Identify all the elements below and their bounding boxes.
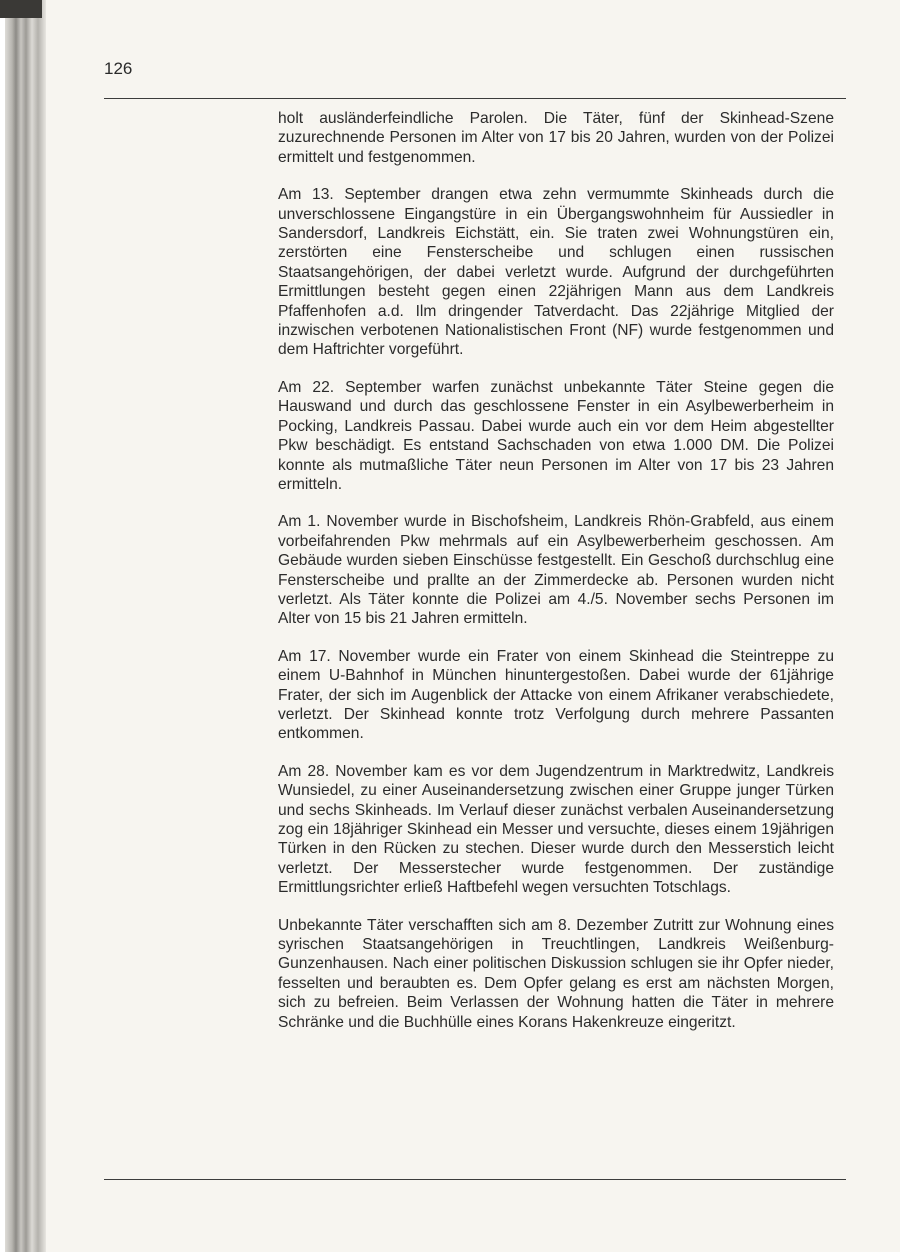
paragraph: Am 13. September drangen etwa zehn vermummte Skinheads durch die unverschlossene Eingangstüre in ein Übergangswohnheim für Aussiedler in Sandersdorf, Landkreis Eichstätt, ein. Sie traten zwei Wohnungstüren ein, zerstörten eine Fensterscheibe und schlugen einen russischen Staatsangehörigen, der dabei verletzt wurde. Aufgrund der durchgeführten Ermittlungen besteht gegen einen 22jährigen Mann aus dem Landkreis Pfaffenhofen a.d. Ilm dringender Tatverdacht. Das 22jährige Mitglied der inzwischen verbotenen Nationalistischen Front (NF) wurde festgenommen und dem Haftrichter vorgeführt. [278,186,834,359]
paragraph: Am 17. November wurde ein Frater von einem Skinhead die Steintreppe zu einem U-Bahnhof in München hinuntergestoßen. Dabei wurde der 61jährige Frater, der sich im Augenblick der Attacke von einem Afrikaner verabschiedete, verletzt. Der Skinhead konnte trotz Verfolgung durch mehrere Passanten entkommen. [278,647,834,743]
paragraph: Am 22. September warfen zunächst unbekannte Täter Steine gegen die Hauswand und durch das geschlossene Fenster in ein Asylbewerberheim in Pocking, Landkreis Passau. Dabei wurde auch ein vor dem Heim abgestellter Pkw beschädigt. Es entstand Sachschaden von etwa 1.000 DM. Die Polizei konnte als mutmaßliche Täter neun Personen im Alter von 17 bis 23 Jahren ermitteln. [278,378,834,493]
footer-rule [104,1179,846,1180]
paragraph: holt ausländerfeindliche Parolen. Die Täter, fünf der Skinhead-Szene zuzurechnende Personen im Alter von 17 bis 20 Jahren, wurden von der Polizei ermittelt und festgenommen. [278,110,834,166]
scan-corner-mark [0,0,42,18]
header-rule [104,98,846,99]
paragraph: Am 1. November wurde in Bischofsheim, Landkreis Rhön-Grabfeld, aus einem vorbeifahrenden Pkw mehrmals auf ein Asylbewerberheim geschossen. Am Gebäude wurden sieben Einschüsse festgestellt. Ein Geschoß durchschlug eine Fensterscheibe und prallte an der Zimmerdecke ab. Personen wurden nicht verletzt. Als Täter konnte die Polizei am 4./5. November sechs Personen im Alter von 15 bis 21 Jahren ermitteln. [278,513,834,628]
binding-edge [0,0,5,1252]
paragraph: Am 28. November kam es vor dem Jugendzentrum in Marktredwitz, Landkreis Wunsiedel, zu einer Auseinandersetzung zwischen einer Gruppe junger Türken und sechs Skinheads. Im Verlauf dieser zunächst verbalen Auseinandersetzung zog ein 18jähriger Skinhead ein Messer und versuchte, dieses einem 19jährigen Türken in den Rücken zu stechen. Dieser wurde durch den Messerstich leicht verletzt. Der Messerstecher wurde festgenommen. Der zuständige Ermittlungsrichter erließ Haftbefehl wegen versuchten Totschlags. [278,762,834,897]
book-binding-shadow [0,0,46,1252]
page-number: 126 [104,59,133,78]
body-text [278,109,834,1050]
paragraph: Unbekannte Täter verschafften sich am 8. Dezember Zutritt zur Wohnung eines syrischen Staatsangehörigen in Treuchtlingen, Landkreis Weißenburg-Gunzenhausen. Nach einer politischen Diskussion schlugen sie ihr Opfer nieder, fesselten und beraubten es. Dem Opfer gelang es erst am nächsten Morgen, sich zu befreien. Beim Verlassen der Wohnung hatten die Täter in mehrere Schränke und die Buchhülle eines Korans Hakenkreuze eingeritzt. [278,916,834,1031]
